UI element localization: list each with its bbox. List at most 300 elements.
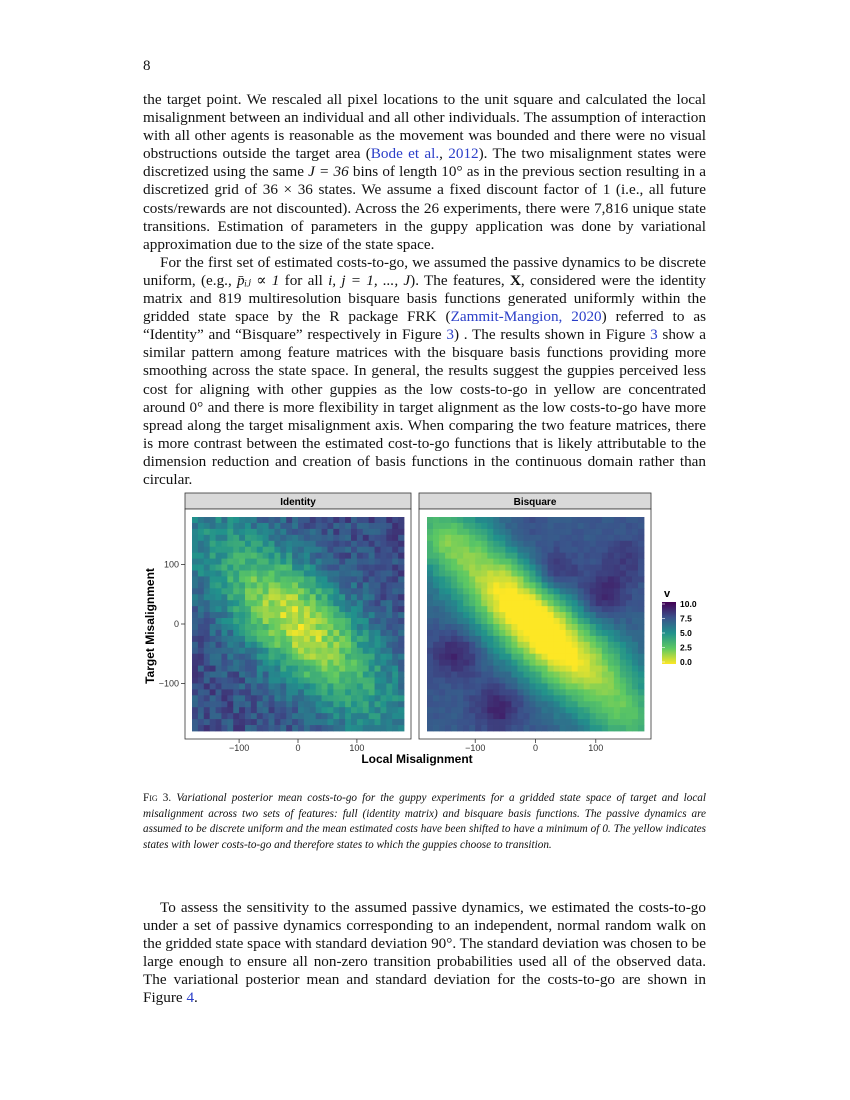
heatmap-cell-identity	[398, 523, 404, 529]
heatmap-cell-bisquare	[638, 618, 644, 624]
heatmap-cell-identity	[310, 535, 316, 541]
heatmap-cell-identity	[316, 707, 322, 713]
heatmap-cell-bisquare	[463, 624, 469, 630]
heatmap-cell-bisquare	[608, 612, 614, 618]
heatmap-cell-bisquare	[505, 565, 511, 571]
heatmap-cell-bisquare	[487, 600, 493, 606]
heatmap-cell-identity	[333, 624, 339, 630]
heatmap-cell-bisquare	[638, 565, 644, 571]
heatmap-cell-identity	[216, 654, 222, 660]
heatmap-cell-identity	[310, 707, 316, 713]
heatmap-cell-identity	[221, 630, 227, 636]
heatmap-cell-bisquare	[554, 600, 560, 606]
heatmap-cell-bisquare	[427, 683, 433, 689]
heatmap-cell-bisquare	[505, 559, 511, 565]
heatmap-cell-identity	[221, 582, 227, 588]
heatmap-cell-bisquare	[457, 576, 463, 582]
heatmap-cell-bisquare	[548, 612, 554, 618]
heatmap-cell-identity	[345, 666, 351, 672]
heatmap-cell-bisquare	[469, 576, 475, 582]
heatmap-cell-bisquare	[463, 683, 469, 689]
heatmap-cell-bisquare	[451, 559, 457, 565]
heatmap-cell-identity	[286, 707, 292, 713]
heatmap-cell-bisquare	[463, 576, 469, 582]
heatmap-cell-identity	[257, 713, 263, 719]
heatmap-cell-identity	[239, 594, 245, 600]
heatmap-cell-identity	[357, 713, 363, 719]
heatmap-cell-identity	[363, 588, 369, 594]
heatmap-cell-bisquare	[626, 719, 632, 725]
heatmap-cell-identity	[304, 660, 310, 666]
heatmap-cell-bisquare	[638, 523, 644, 529]
heatmap-cell-bisquare	[608, 701, 614, 707]
heatmap-cell-identity	[263, 559, 269, 565]
heatmap-cell-bisquare	[602, 689, 608, 695]
heatmap-cell-identity	[304, 594, 310, 600]
heatmap-cell-identity	[245, 547, 251, 553]
heatmap-cell-identity	[233, 565, 239, 571]
heatmap-cell-identity	[345, 594, 351, 600]
heatmap-cell-identity	[263, 683, 269, 689]
heatmap-cell-bisquare	[608, 707, 614, 713]
heatmap-cell-bisquare	[451, 683, 457, 689]
heatmap-cell-identity	[210, 541, 216, 547]
heatmap-cell-bisquare	[499, 535, 505, 541]
heatmap-cell-bisquare	[632, 606, 638, 612]
heatmap-cell-bisquare	[487, 559, 493, 565]
heatmap-cell-identity	[392, 630, 398, 636]
heatmap-cell-bisquare	[427, 713, 433, 719]
heatmap-cell-identity	[280, 571, 286, 577]
heatmap-cell-bisquare	[439, 648, 445, 654]
heatmap-cell-bisquare	[578, 689, 584, 695]
heatmap-cell-identity	[292, 672, 298, 678]
heatmap-cell-identity	[280, 600, 286, 606]
heatmap-cell-bisquare	[511, 606, 517, 612]
figure-ref-3b[interactable]: 3	[650, 326, 658, 344]
heatmap-cell-identity	[386, 695, 392, 701]
heatmap-cell-identity	[322, 606, 328, 612]
heatmap-cell-identity	[345, 571, 351, 577]
heatmap-cell-identity	[257, 642, 263, 648]
heatmap-cell-bisquare	[469, 571, 475, 577]
heatmap-cell-identity	[216, 612, 222, 618]
heatmap-cell-identity	[392, 672, 398, 678]
heatmap-cell-identity	[251, 683, 257, 689]
heatmap-cell-identity	[298, 707, 304, 713]
heatmap-cell-identity	[310, 565, 316, 571]
heatmap-cell-bisquare	[602, 636, 608, 642]
heatmap-cell-bisquare	[463, 642, 469, 648]
heatmap-cell-identity	[380, 547, 386, 553]
heatmap-cell-bisquare	[560, 707, 566, 713]
heatmap-cell-bisquare	[427, 678, 433, 684]
heatmap-cell-bisquare	[427, 535, 433, 541]
heatmap-cell-identity	[392, 660, 398, 666]
heatmap-cell-bisquare	[451, 630, 457, 636]
heatmap-cell-identity	[369, 719, 375, 725]
heatmap-cell-bisquare	[481, 725, 487, 731]
heatmap-cell-bisquare	[620, 523, 626, 529]
heatmap-cell-bisquare	[445, 600, 451, 606]
heatmap-cell-bisquare	[596, 553, 602, 559]
heatmap-cell-identity	[357, 553, 363, 559]
heatmap-cell-identity	[269, 654, 275, 660]
heatmap-cell-identity	[286, 576, 292, 582]
heatmap-cell-bisquare	[457, 701, 463, 707]
heatmap-cell-identity	[274, 624, 280, 630]
heatmap-cell-bisquare	[517, 594, 523, 600]
heatmap-cell-identity	[357, 636, 363, 642]
heatmap-cell-bisquare	[608, 636, 614, 642]
heatmap-cell-identity	[322, 547, 328, 553]
heatmap-cell-bisquare	[578, 648, 584, 654]
heatmap-cell-identity	[192, 719, 198, 725]
heatmap-cell-bisquare	[505, 678, 511, 684]
heatmap-cell-identity	[392, 636, 398, 642]
heatmap-cell-identity	[233, 582, 239, 588]
heatmap-cell-identity	[310, 642, 316, 648]
heatmap-cell-bisquare	[572, 678, 578, 684]
heatmap-cell-identity	[322, 707, 328, 713]
heatmap-cell-identity	[251, 624, 257, 630]
heatmap-cell-identity	[345, 713, 351, 719]
heatmap-cell-bisquare	[463, 695, 469, 701]
heatmap-cell-bisquare	[578, 618, 584, 624]
heatmap-cell-identity	[227, 588, 233, 594]
heatmap-cell-bisquare	[560, 612, 566, 618]
heatmap-cell-bisquare	[457, 559, 463, 565]
heatmap-cell-bisquare	[614, 547, 620, 553]
heatmap-cell-bisquare	[499, 701, 505, 707]
heatmap-cell-identity	[375, 541, 381, 547]
heatmap-cell-identity	[251, 582, 257, 588]
heatmap-cell-bisquare	[620, 606, 626, 612]
heatmap-cell-identity	[274, 707, 280, 713]
heatmap-cell-identity	[333, 636, 339, 642]
heatmap-cell-bisquare	[505, 517, 511, 523]
heatmap-cell-bisquare	[517, 541, 523, 547]
heatmap-cell-identity	[304, 654, 310, 660]
heatmap-cell-identity	[292, 642, 298, 648]
heatmap-cell-bisquare	[439, 535, 445, 541]
heatmap-cell-bisquare	[560, 588, 566, 594]
heatmap-cell-identity	[286, 588, 292, 594]
heatmap-cell-identity	[221, 547, 227, 553]
heatmap-cell-bisquare	[578, 571, 584, 577]
heatmap-cell-bisquare	[602, 642, 608, 648]
heatmap-cell-identity	[263, 672, 269, 678]
heatmap-cell-identity	[216, 695, 222, 701]
heatmap-cell-bisquare	[578, 582, 584, 588]
heatmap-cell-bisquare	[433, 683, 439, 689]
heatmap-cell-bisquare	[614, 600, 620, 606]
heatmap-cell-identity	[251, 689, 257, 695]
heatmap-cell-bisquare	[596, 529, 602, 535]
heatmap-cell-bisquare	[439, 559, 445, 565]
heatmap-cell-bisquare	[584, 689, 590, 695]
heatmap-cell-bisquare	[554, 689, 560, 695]
heatmap-cell-identity	[327, 654, 333, 660]
heatmap-cell-identity	[369, 553, 375, 559]
heatmap-cell-bisquare	[433, 701, 439, 707]
heatmap-cell-identity	[380, 642, 386, 648]
heatmap-cell-bisquare	[487, 618, 493, 624]
heatmap-cell-bisquare	[608, 630, 614, 636]
heatmap-cell-identity	[210, 713, 216, 719]
heatmap-cell-bisquare	[608, 666, 614, 672]
heatmap-cell-bisquare	[548, 553, 554, 559]
heatmap-cell-bisquare	[560, 719, 566, 725]
heatmap-cell-identity	[221, 642, 227, 648]
heatmap-cell-identity	[192, 588, 198, 594]
heatmap-cell-identity	[233, 535, 239, 541]
heatmap-cell-identity	[286, 654, 292, 660]
heatmap-cell-identity	[345, 576, 351, 582]
heatmap-cell-bisquare	[542, 678, 548, 684]
heatmap-cell-identity	[380, 654, 386, 660]
heatmap-cell-bisquare	[548, 571, 554, 577]
heatmap-cell-identity	[280, 535, 286, 541]
heatmap-cell-bisquare	[620, 547, 626, 553]
heatmap-cell-identity	[233, 523, 239, 529]
heatmap-cell-bisquare	[536, 547, 542, 553]
heatmap-cell-bisquare	[463, 517, 469, 523]
heatmap-cell-identity	[280, 553, 286, 559]
heatmap-cell-bisquare	[542, 672, 548, 678]
heatmap-cell-identity	[227, 725, 233, 731]
heatmap-cell-identity	[398, 666, 404, 672]
heatmap-cell-identity	[233, 666, 239, 672]
heatmap-cell-identity	[398, 624, 404, 630]
heatmap-cell-bisquare	[632, 523, 638, 529]
heatmap-cell-bisquare	[517, 642, 523, 648]
heatmap-cell-bisquare	[626, 695, 632, 701]
heatmap-cell-bisquare	[493, 588, 499, 594]
heatmap-cell-identity	[280, 582, 286, 588]
heatmap-cell-bisquare	[499, 689, 505, 695]
heatmap-cell-bisquare	[451, 582, 457, 588]
heatmap-cell-bisquare	[590, 523, 596, 529]
heatmap-cell-bisquare	[523, 559, 529, 565]
heatmap-cell-identity	[227, 636, 233, 642]
heatmap-cell-bisquare	[487, 636, 493, 642]
heatmap-cell-identity	[363, 553, 369, 559]
heatmap-cell-bisquare	[596, 654, 602, 660]
heatmap-cell-bisquare	[566, 660, 572, 666]
heatmap-cell-bisquare	[445, 606, 451, 612]
heatmap-cell-bisquare	[542, 630, 548, 636]
heatmap-cell-identity	[322, 571, 328, 577]
heatmap-cell-identity	[357, 523, 363, 529]
heatmap-cell-identity	[251, 630, 257, 636]
heatmap-cell-bisquare	[590, 707, 596, 713]
heatmap-cell-bisquare	[566, 719, 572, 725]
heatmap-cell-bisquare	[614, 624, 620, 630]
heatmap-cell-bisquare	[427, 600, 433, 606]
heatmap-cell-identity	[369, 642, 375, 648]
heatmap-cell-bisquare	[536, 713, 542, 719]
heatmap-cell-bisquare	[517, 547, 523, 553]
heatmap-cell-identity	[345, 678, 351, 684]
heatmap-cell-bisquare	[505, 571, 511, 577]
heatmap-cell-bisquare	[469, 713, 475, 719]
heatmap-cell-identity	[216, 517, 222, 523]
heatmap-cell-bisquare	[451, 689, 457, 695]
heatmap-cell-identity	[198, 701, 204, 707]
heatmap-cell-bisquare	[596, 678, 602, 684]
heatmap-cell-identity	[363, 559, 369, 565]
heatmap-cell-identity	[351, 660, 357, 666]
heatmap-cell-identity	[198, 547, 204, 553]
x-tick-label: 0	[295, 743, 301, 753]
heatmap-cell-bisquare	[439, 541, 445, 547]
heatmap-cell-bisquare	[439, 642, 445, 648]
heatmap-cell-identity	[269, 666, 275, 672]
heatmap-cell-bisquare	[427, 517, 433, 523]
heatmap-cell-bisquare	[578, 523, 584, 529]
legend-label: 2.5	[680, 642, 692, 653]
heatmap-cell-bisquare	[457, 683, 463, 689]
heatmap-cell-bisquare	[529, 523, 535, 529]
heatmap-cell-bisquare	[596, 713, 602, 719]
x-tick-label: 0	[532, 743, 539, 753]
heatmap-cell-identity	[398, 707, 404, 713]
heatmap-cell-bisquare	[566, 588, 572, 594]
heatmap-cell-identity	[375, 594, 381, 600]
heatmap-cell-identity	[310, 576, 316, 582]
heatmap-cell-identity	[251, 642, 257, 648]
heatmap-cell-identity	[263, 576, 269, 582]
heatmap-cell-identity	[263, 588, 269, 594]
heatmap-cell-identity	[274, 588, 280, 594]
heatmap-cell-bisquare	[632, 719, 638, 725]
heatmap-cell-identity	[339, 678, 345, 684]
heatmap-cell-identity	[351, 541, 357, 547]
heatmap-cell-bisquare	[632, 689, 638, 695]
heatmap-cell-bisquare	[445, 582, 451, 588]
heatmap-cell-identity	[316, 725, 322, 731]
heatmap-cell-identity	[310, 624, 316, 630]
heatmap-cell-identity	[286, 666, 292, 672]
heatmap-cell-identity	[304, 725, 310, 731]
heatmap-cell-identity	[286, 594, 292, 600]
heatmap-cell-bisquare	[614, 541, 620, 547]
heatmap-cell-identity	[327, 695, 333, 701]
heatmap-cell-identity	[227, 553, 233, 559]
heatmap-cell-bisquare	[475, 618, 481, 624]
heatmap-cell-bisquare	[463, 678, 469, 684]
heatmap-cell-bisquare	[523, 713, 529, 719]
heatmap-cell-bisquare	[584, 713, 590, 719]
heatmap-cell-bisquare	[517, 618, 523, 624]
heatmap-cell-identity	[363, 660, 369, 666]
figure-ref-4[interactable]: 4	[186, 989, 195, 1007]
heatmap-cell-bisquare	[469, 636, 475, 642]
citation-bode-year[interactable]: 2012	[448, 145, 479, 163]
figure-ref-3a[interactable]: 3	[446, 326, 454, 344]
heatmap-cell-identity	[233, 624, 239, 630]
heatmap-cell-bisquare	[445, 636, 451, 642]
heatmap-cell-identity	[322, 588, 328, 594]
heatmap-cell-identity	[198, 588, 204, 594]
heatmap-cell-bisquare	[578, 660, 584, 666]
heatmap-cell-bisquare	[536, 600, 542, 606]
heatmap-cell-identity	[316, 642, 322, 648]
heatmap-cell-bisquare	[433, 713, 439, 719]
heatmap-cell-identity	[263, 648, 269, 654]
heatmap-cell-identity	[357, 630, 363, 636]
heatmap-cell-identity	[269, 541, 275, 547]
heatmap-cell-identity	[204, 553, 210, 559]
heatmap-cell-identity	[363, 624, 369, 630]
heatmap-cell-identity	[292, 547, 298, 553]
heatmap-cell-identity	[369, 624, 375, 630]
heatmap-cell-bisquare	[560, 606, 566, 612]
heatmap-cell-identity	[292, 660, 298, 666]
heatmap-cell-identity	[192, 565, 198, 571]
heatmap-cell-bisquare	[626, 618, 632, 624]
heatmap-cell-identity	[327, 672, 333, 678]
heatmap-cell-identity	[233, 672, 239, 678]
heatmap-cell-bisquare	[626, 630, 632, 636]
heatmap-cell-identity	[216, 713, 222, 719]
heatmap-cell-bisquare	[451, 571, 457, 577]
heatmap-cell-identity	[398, 678, 404, 684]
heatmap-cell-bisquare	[427, 541, 433, 547]
heatmap-cell-identity	[322, 517, 328, 523]
citation-bode[interactable]: Bode et al.	[370, 145, 440, 163]
heatmap-cell-bisquare	[439, 725, 445, 731]
heatmap-cell-bisquare	[590, 606, 596, 612]
heatmap-cell-identity	[204, 571, 210, 577]
heatmap-cell-identity	[210, 582, 216, 588]
heatmap-cell-bisquare	[638, 695, 644, 701]
heatmap-cell-identity	[257, 719, 263, 725]
heatmap-cell-identity	[204, 517, 210, 523]
heatmap-cell-bisquare	[602, 547, 608, 553]
heatmap-cell-identity	[339, 529, 345, 535]
heatmap-cell-bisquare	[620, 594, 626, 600]
heatmap-cell-bisquare	[590, 517, 596, 523]
heatmap-cell-bisquare	[433, 529, 439, 535]
heatmap-cell-identity	[310, 600, 316, 606]
heatmap-cell-identity	[263, 529, 269, 535]
heatmap-cell-identity	[380, 725, 386, 731]
heatmap-cell-identity	[386, 517, 392, 523]
heatmap-cell-bisquare	[632, 648, 638, 654]
heatmap-cell-bisquare	[638, 606, 644, 612]
citation-zammit-mangion[interactable]: Zammit-Mangion, 2020	[450, 308, 602, 326]
heatmap-cell-identity	[221, 672, 227, 678]
heatmap-cell-bisquare	[475, 660, 481, 666]
heatmap-cell-identity	[339, 660, 345, 666]
heatmap-cell-bisquare	[590, 600, 596, 606]
heatmap-cell-bisquare	[620, 559, 626, 565]
heatmap-cell-bisquare	[590, 683, 596, 689]
heatmap-cell-bisquare	[445, 678, 451, 684]
heatmap-cell-identity	[227, 695, 233, 701]
heatmap-cell-identity	[216, 636, 222, 642]
heatmap-cell-identity	[304, 582, 310, 588]
heatmap-cell-identity	[233, 553, 239, 559]
heatmap-cell-identity	[245, 648, 251, 654]
heatmap-cell-identity	[333, 600, 339, 606]
heatmap-cell-identity	[245, 654, 251, 660]
heatmap-cell-bisquare	[451, 701, 457, 707]
heatmap-cell-bisquare	[445, 713, 451, 719]
heatmap-cell-bisquare	[590, 553, 596, 559]
